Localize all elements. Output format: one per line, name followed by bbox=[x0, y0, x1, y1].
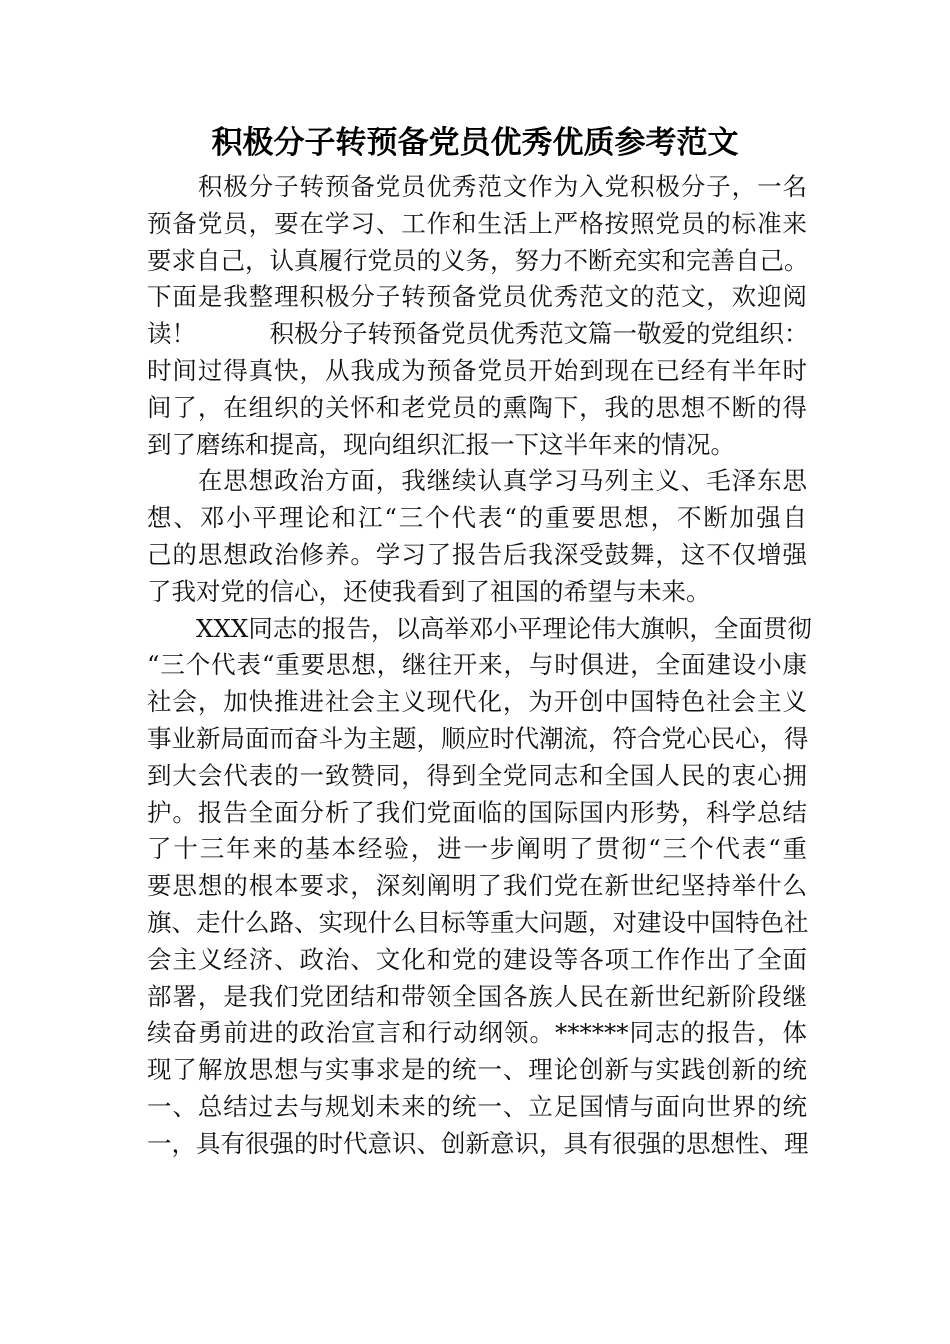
body-line: 在思想政治方面，我继续认真学习马列主义、毛泽东思 bbox=[147, 466, 807, 496]
body-line: XXX同志的报告，以高举邓小平理论伟大旗帜，全面贯彻 bbox=[147, 613, 812, 643]
body-line: “三个代表“重要思想，继往开来，与时俱进，全面建设小康 bbox=[147, 650, 807, 680]
body-line: 积极分子转预备党员优秀范文作为入党积极分子，一名 bbox=[147, 172, 807, 201]
body-line: 要求自己，认真履行党员的义务，努力不断充实和完善自己。 bbox=[147, 245, 809, 275]
body-line: 下面是我整理积极分子转预备党员优秀范文的范文，欢迎阅 bbox=[147, 282, 807, 312]
document-title: 积极分子转预备党员优秀优质参考范文 bbox=[211, 125, 739, 161]
body-line: 护。报告全面分析了我们党面临的国际国内形势，科学总结 bbox=[147, 797, 807, 827]
body-line: 了我对党的信心，还使我看到了祖国的希望与未来。 bbox=[147, 576, 711, 606]
body-line: 续奋勇前进的政治宣言和行动纲领。******同志的报告，体 bbox=[147, 1018, 807, 1048]
body-line: 现了解放思想与实事求是的统一、理论创新与实践创新的统 bbox=[147, 1055, 807, 1085]
body-line: 己的思想政治修养。学习了报告后我深受鼓舞，这不仅增强 bbox=[147, 540, 807, 569]
body-line: 会主义经济、政治、文化和党的建设等各项工作作出了全面 bbox=[147, 944, 807, 974]
body-line: 一、总结过去与规划未来的统一、立足国情与面向世界的统 bbox=[147, 1092, 807, 1121]
body-line: 预备党员，要在学习、工作和生活上严格按照党员的标准来 bbox=[147, 208, 807, 238]
body-line: 时间过得真快，从我成为预备党员开始到现在已经有半年时 bbox=[147, 356, 807, 385]
body-line: 间了，在组织的关怀和老党员的熏陶下，我的思想不断的得 bbox=[147, 392, 807, 422]
body-line: 想、邓小平理论和江“三个代表“的重要思想，不断加强自 bbox=[147, 503, 807, 533]
body-line: 要思想的根本要求，深刻阐明了我们党在新世纪坚持举什么 bbox=[147, 871, 807, 901]
body-line: 了十三年来的基本经验，进一步阐明了贯彻“三个代表“重 bbox=[147, 834, 807, 864]
body-line: 读！ 积极分子转预备党员优秀范文篇一敬爱的党组织： bbox=[147, 319, 809, 349]
body-line: 事业新局面而奋斗为主题，顺应时代潮流，符合党心民心，得 bbox=[147, 724, 809, 753]
body-line: 一，具有很强的时代意识、创新意识，具有很强的思想性、理 bbox=[147, 1128, 809, 1158]
body-line: 部署，是我们党团结和带领全国各族人民在新世纪新阶段继 bbox=[147, 981, 807, 1011]
body-line: 到大会代表的一致赞同，得到全党同志和全国人民的衷心拥 bbox=[147, 760, 807, 790]
body-line: 旗、走什么路、实现什么目标等重大问题，对建设中国特色社 bbox=[147, 908, 809, 937]
body-line: 到了磨练和提高，现向组织汇报一下这半年来的情况。 bbox=[147, 429, 735, 459]
body-line: 社会，加快推进社会主义现代化，为开创中国特色社会主义 bbox=[147, 687, 807, 717]
